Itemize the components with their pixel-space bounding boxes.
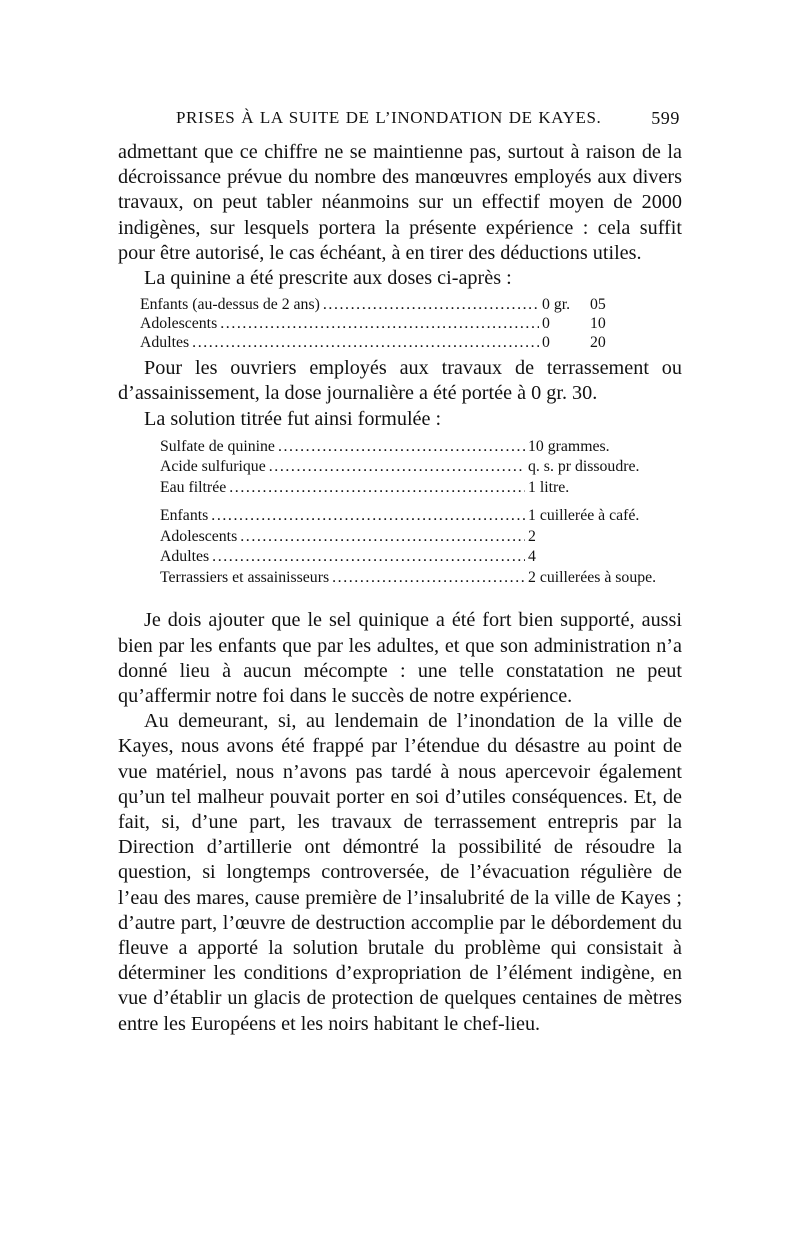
paragraph-terrassiers: Pour les ouvriers employés aux travaux de terrassement ou d’assainissement, la dose journalière a été portée à 0 gr. 30. <box>118 357 682 405</box>
leader-dots <box>323 295 539 314</box>
ingredient-value: 1 litre. <box>528 478 570 496</box>
dosage-row <box>160 547 680 568</box>
dose-row <box>140 295 634 314</box>
ingredient-label: Sulfate de quinine <box>160 437 275 455</box>
ingredient-row <box>160 437 680 458</box>
ingredient-row <box>160 457 680 478</box>
leader-dots <box>212 547 525 568</box>
dose-row <box>140 314 634 333</box>
dosage-value: 1 cuillerée à café. <box>528 507 640 525</box>
dosage-value: 4 <box>528 548 536 566</box>
dose-label: Enfants (au-dessus de 2 ans) <box>140 296 320 314</box>
dosage-label: Terrassiers et assainisseurs <box>160 568 330 586</box>
dose-table <box>140 295 634 352</box>
running-title: PRISES À LA SUITE DE L’INONDATION DE KAYES. <box>176 108 602 127</box>
ingredient-label: Eau filtrée <box>160 478 227 496</box>
paragraph-quinine-doses: La quinine a été prescrite aux doses ci-après : <box>144 267 512 290</box>
table-gap <box>160 498 680 506</box>
paragraph-solution-intro: La solution titrée fut ainsi formulée : <box>144 407 442 430</box>
leader-dots <box>240 527 525 548</box>
leader-dots <box>278 437 525 458</box>
leader-dots <box>332 568 525 589</box>
ingredient-value: 10 grammes. <box>528 437 610 455</box>
paragraph-sel-quinique: Je dois ajouter que le sel quinique a été fort bien supporté, aussi bien par les enfants que par les adultes, et que son administration n’a donné lieu à aucun mécompte : une telle constatation ne peut qu’affermir notre foi dans le succès de notre expérience. <box>118 609 682 707</box>
dose-amount <box>542 333 634 352</box>
document-page <box>118 98 682 1037</box>
dose-grams: 0 gr. <box>542 296 571 314</box>
dose-decimal: 10 <box>590 315 606 333</box>
dosage-row <box>160 527 680 548</box>
ingredient-row <box>160 478 680 499</box>
solution-table <box>160 437 680 589</box>
dosage-value: 2 cuillerées à soupe. <box>528 568 657 586</box>
dosage-label: Enfants <box>160 507 209 525</box>
leader-dots <box>211 506 525 527</box>
page-number: 599 <box>651 108 680 128</box>
running-header <box>118 98 682 128</box>
ingredient-value: q. s. pr dissoudre. <box>528 458 640 476</box>
paragraph-au-demeurant: Au demeurant, si, au lendemain de l’inondation de la ville de Kayes, nous avons été frappé par l’étendue du désastre au point de vue matériel, nous n’avons pas tardé à nous apercevoir également qu’un tel malheur pouvait porter en soi d’utiles conséquences. Et, de fait, si, d’une part, les travaux de terrassement entrepris par la Direction d’artillerie ont démontré la possibilité de résoudre la question, si longtemps controversée, de l’évacuation régulière de l’eau des mares, cause première de l’insalubrité de la ville de Kayes ; d’autre part, l’œuvre de destruction accomplie par le débordement du fleuve a apporté la solution brutale du problème qui consistait à déterminer les conditions d’expropriation de l’élément indigène, en vue d’établir un glacis de protection de quelques centaines de mètres entre les Européens et les noirs habitant le chef-lieu. <box>118 710 682 1035</box>
dose-grams: 0 <box>542 334 550 352</box>
dose-decimal: 20 <box>590 334 606 352</box>
dosage-label: Adultes <box>160 548 210 566</box>
leader-dots <box>229 478 525 499</box>
dose-amount <box>542 314 634 333</box>
dosage-value: 2 <box>528 527 536 545</box>
dose-row <box>140 333 634 352</box>
leader-dots <box>192 333 539 352</box>
dosage-row <box>160 568 680 589</box>
leader-dots <box>269 457 525 478</box>
dosage-label: Adolescents <box>160 527 238 545</box>
ingredient-label: Acide sulfurique <box>160 458 266 476</box>
dose-decimal: 05 <box>590 296 606 314</box>
dose-label: Adultes <box>140 334 190 352</box>
paragraph-effectif: admettant que ce chiffre ne se maintienne pas, surtout à raison de la décroissance prévue du nombre des manœuvres employés aux divers travaux, on peut tabler néanmoins sur un effectif moyen de 2000 indigènes, sur lesquels portera la présente expérience : cela suffit pour être autorisé, le cas échéant, à en tirer des déductions utiles. <box>118 141 682 264</box>
leader-dots <box>220 314 539 333</box>
dosage-row <box>160 506 680 527</box>
section-spacer <box>118 594 682 608</box>
dose-grams: 0 <box>542 315 550 333</box>
dose-amount <box>542 295 634 314</box>
dose-label: Adolescents <box>140 315 218 333</box>
